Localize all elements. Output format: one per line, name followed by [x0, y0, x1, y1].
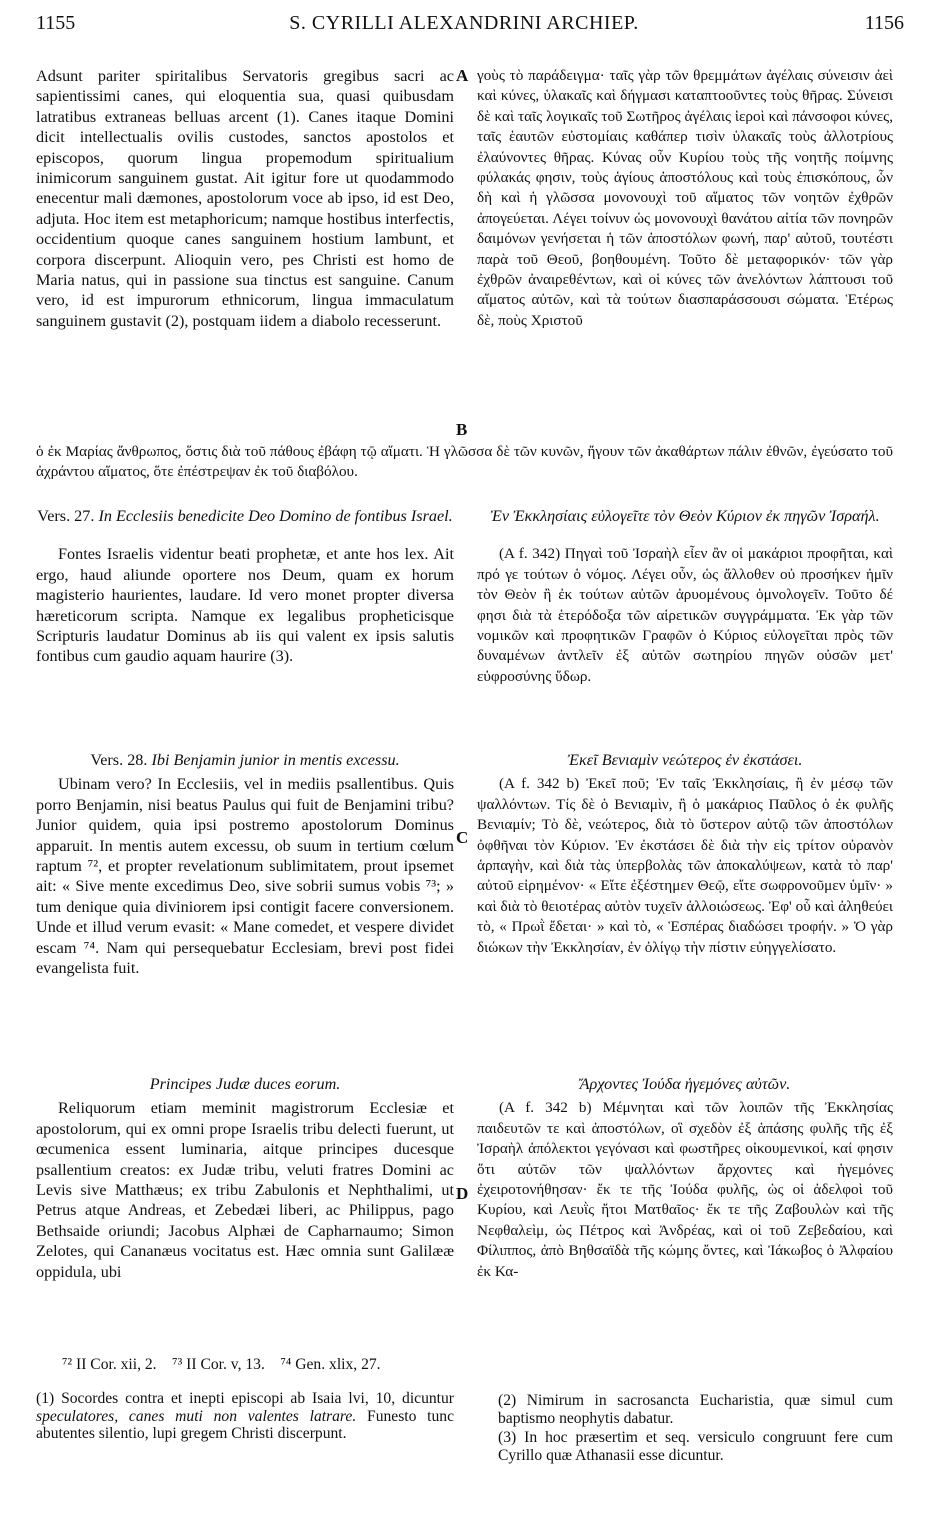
footnote-3-text: (3) In hoc præsertim et seq. versiculo congruunt fere cum Cyrillo quæ Athanasii esse dicuntur. — [498, 1429, 893, 1464]
latin-heading-principes: Principes Judæ duces eorum. — [149, 1075, 341, 1093]
greek-section-archontes — [477, 1074, 893, 1282]
reference-73: ⁷³ II Cor. v, 13. — [172, 1356, 265, 1373]
running-title: S. CYRILLI ALEXANDRINI ARCHIEP. — [289, 12, 639, 34]
footnote-1-text-c: Funesto tunc abutentes silentio, lupi gregem Christi discerpunt. — [36, 1407, 454, 1442]
verse-label-27: Vers. 27. — [37, 507, 95, 525]
latin-text-3: Ubinam vero? In Ecclesiis, vel in mediis psallentibus. Quis porro Benjamin, nisi beatus Paulus qui fuit de Benjamini tribu? Junior quidem, quia ipsi postremo apostolorum Dominus apparuit. In mentis autem excessu, ob suum in tertium cœlum raptum ⁷², et propter revelationum sublimitatem, prout ipsemet ait: « Sive mente excedimus Deo, sive sobrii sumus vobis ⁷³; » tum denique quia diviniorem ipsi contigit facere conversionem. Unde et illud verum evasit: « Mane comedet, et vespere dividet escam ⁷⁴. Nam qui persequebatur Ecclesiam, brevi post fidei evangelista fuit. — [36, 775, 454, 978]
footnote-1 — [36, 1390, 454, 1443]
verse-heading-27 — [36, 506, 454, 526]
footnote-1-text-b: speculatores, canes muti non valentes latrare. — [36, 1407, 357, 1425]
latin-text-1: Adsunt pariter spiritalibus Servatoris gregibus sacri ac sapientissimi canes, qui eloquentia sua, quasi quibusdam latratibus extraneas belluas arcent (1). Canes itaque Domini dicit intellectualis ovilis custodes, sanctos apostolos et episcopos, quorum lingua propemodum spiritualium inimicorum sanguinem gustat. Ait igitur fore ut quodammodo enecentur mali dæmones, apostolorum voce ab ipso, id est Deo, adjuta. Hoc item est metaphoricum; namque hostibus interfectis, occidentium quoque canes sanguinem hostium lambunt, et corpora discerpunt. Alioquin vero, pes Christi est homo de Maria natus, qui in passione sua tinctus est sanguine. Canum vero, id est impurorum ethnicorum, lingua immaculatum sanguinem gustavit (2), postquam iidem a diabolo recesserunt. — [36, 67, 454, 330]
margin-letter-a: A — [456, 66, 469, 85]
margin-letter-c: C — [456, 828, 469, 847]
greek-paragraph-1 — [477, 66, 893, 331]
greek-paragraph-4 — [477, 1098, 893, 1282]
greek-text-2: Πηγαὶ τοῦ Ἰσραὴλ εἶεν ἂν οἱ μακάριοι προφῆται, καὶ πρό γε τούτων ὁ νόμος. Λέγει οὖν, ὡς ἄλλοθεν οὐ προσήκεν ἡμῖν τὸν Θεὸν ἢ ἐκ τούτων αὐτῶν ἀρυομένους ὁμνολογεῖν. Τοῦτο δέ φησι διὰ τὰ ἑτερόδοξα τῶν αἱρετικῶν συγγράμματα. Ἐκ γὰρ τῶν νομικῶν καὶ προφητικῶν Γραφῶν ὁ Κύριος εὐλογεῖται πρὸς τῶν δυναμένων ἀντλεῖν ἐξ αὐτῶν σωτηρίου πηγῶν οὐσῶν μετ' εὐφροσύνης ὕδωρ. — [477, 545, 893, 685]
greek-full-width-paragraph — [36, 442, 893, 483]
verse-label-28: Vers. 28. — [90, 751, 148, 769]
greek-heading-archontes: Ἄρχοντες Ἰούδα ἡγεμόνες αὐτῶν. — [579, 1075, 791, 1093]
verse-text-27: In Ecclesiis benedicite Deo Domino de fontibus Israel. — [98, 507, 453, 525]
page-header — [24, 6, 904, 36]
greek-section-vers28 — [477, 750, 893, 958]
margin-letter-b: B — [456, 420, 468, 439]
verse-heading-28 — [36, 750, 454, 770]
scripture-references — [62, 1356, 562, 1374]
greek-heading-27: Ἐν Ἐκκλησίαις εὐλογεῖτε τὸν Θεὸν Κύριον ἐκ πηγῶν Ἰσραήλ. — [490, 507, 880, 525]
greek-paragraph-2 — [477, 544, 893, 687]
latin-section-vers28 — [36, 750, 454, 978]
page-number-right: 1156 — [864, 12, 904, 34]
footnote-2 — [498, 1392, 893, 1464]
latin-text-4: Reliquorum etiam meminit magistrorum Ecclesiæ et apostolorum, qui ex omni prope Israelis tribu delecti fuerunt, ut œcumenica essent luminaria, aitque principes ducesque psallentium creatos: ex Judæ tribu, veluti fratres Domini ac Levis sive Matthæus; ex tribu Zabulonis et Nephthalimi, ut Petrus atque Andreas, et Zebedæi liberi, ac Philippus, pago Bethsaide oriundi; Jacobus Alphæi de Capharnaumo; Simon Zelotes, qui Cananæus vocitatus est. Hæc omnia sunt Galilææ oppidula, ubi — [36, 1099, 454, 1281]
reference-74: ⁷⁴ Gen. xlix, 27. — [280, 1356, 381, 1373]
footnote-1-text-a: (1) Socordes contra et inepti episcopi ab Isaia lvi, 10, dicuntur — [36, 1390, 454, 1407]
greek-full-text: ὁ ἐκ Μαρίας ἄνθρωπος, ὅστις διὰ τοῦ πάθους ἐβάφη τῷ αἵματι. Ἡ γλῶσσα δὲ τῶν κυνῶν, ἤγουν τῶν ἀκαθάρτων πάλιν ἐθνῶν, ἐγεύσατο τοῦ ἀχράντου αἵματος, ὅτε ἐπέστρεψαν ἐκ τοῦ διαβόλου. — [36, 443, 893, 481]
greek-paragraph-3 — [477, 774, 893, 958]
greek-text-4: Μέμνηται καὶ τῶν λοιπῶν τῆς Ἐκκλησίας παιδευτῶν τε καὶ ἀποστόλων, οἳ σχεδὸν ἐξ ἁπάσης φυλῆς τῆς ἐξ Ἰσραὴλ ἀπόλεκτοι γεγόνασι καὶ φωστῆρες οἰκουμενικοί, καί φησιν ὅτι αὐτῶν τῶν ψαλλόντων ἄρχοντες καὶ ἡγεμόνες ἐχειροτονήθησαν· ἔκ τε τῆς Ἰούδα φυλῆς, ὡς οἱ ἀδελφοὶ τοῦ Κυρίου, καὶ Λευῒς ἤτοι Ματθαῖος· ἔκ τε τῆς Ζαβουλὼν καὶ τῆς Νεφθαλεὶμ, ὡς Πέτρος καὶ Ἀνδρέας, καὶ οἱ τοῦ Ζεβεδαίου, καὶ Φίλιππος, ἀπὸ Βηθσαϊδὰ τῆς κώμης ὄντες, καὶ Ἰάκωβος ὁ Ἀλφαίου ἐκ Κα- — [477, 1099, 893, 1280]
reference-72: ⁷² II Cor. xii, 2. — [62, 1356, 157, 1373]
latin-section-principes — [36, 1074, 454, 1282]
latin-text-2: Fontes Israelis videntur beati prophetæ, et ante hos lex. Ait ergo, haud aliunde oportere nos Deum, quam ex horum magisterio haurientes, laudare. Id vero monet propter diversa hæreticorum scripta. Namque ex legalibus propheticisque Scripturis laudatur Dominus ab iis qui valent ex ipsis salutis fontibus cum gaudio aquam haurire (3). — [36, 545, 454, 666]
latin-section-vers27 — [36, 506, 454, 667]
page-number-left: 1155 — [36, 12, 76, 34]
verse-text-28: Ibi Benjamin junior in mentis excessu. — [151, 751, 400, 769]
footnote-2-text: (2) Nimirum in sacrosancta Eucharistia, quæ simul cum baptismo neophytis dabatur. — [498, 1392, 893, 1427]
greek-ref-4: (A f. 342 b) — [499, 1099, 592, 1117]
latin-paragraph-1 — [36, 66, 454, 331]
greek-text-3: Ἐκεῖ ποῦ; Ἐν ταῖς Ἐκκλησίαις, ἢ ἐν μέσῳ τῶν ψαλλόντων. Τίς δὲ ὁ Βενιαμὶν, ἢ ὁ μακάριος Παῦλος ὁ ἐκ φυλῆς Βενιαμίν; Τὸ δὲ, νεώτερος, διὰ τὸ ὕστερον αὐτῷ τῶν ἀποστόλων ὀφθῆναι τὸν Κύριον. Ἐν ἐκστάσει δὲ διὰ τὴν εἰς τρίτον οὐρανὸν ἁρπαγὴν, καὶ διὰ τὰς ὑπερβολὰς τῶν ἀποκαλύψεων, κατὰ τὸ παρ' αὐτοῦ εἰρημένον· « Εἴτε ἐξέστημεν Θεῷ, εἴτε σωφρονοῦμεν ὑμῖν· » καὶ διὰ τὸ θειοτέρας αὐτὸν τυχεῖν ἀλλοιώσεως. Ἐφ' οὗ καὶ ἀληθεύει τὸ, « Πρωῒ ἔδεται· » καὶ τὸ, « Ἑσπέρας διαδώσει τροφήν. » Ὁ γὰρ διώκων τὴν Ἐκκλησίαν, ἐν ὀλίγῳ τὴν πίστιν εὐηγγελίσατο. — [477, 775, 893, 956]
greek-ref-3: (A f. 342 b) — [499, 775, 580, 793]
greek-section-vers27 — [477, 506, 893, 687]
margin-letter-d: D — [456, 1184, 469, 1203]
greek-ref-2: (A f. 342) — [499, 545, 561, 563]
greek-heading-28: Ἐκεῖ Βενιαμὶν νεώτερος ἐν ἐκστάσει. — [567, 751, 803, 769]
greek-text-1: γοὺς τὸ παράδειγμα· ταῖς γὰρ τῶν θρεμμάτων ἀγέλαις σύνεισιν ἀεὶ καὶ κύνες, ὑλακαῖς καὶ δήγμασι καταπτοοῦντες τοὺς θῆρας. Σύνεισι δὲ καὶ ταῖς λογικαῖς τοῦ Σωτῆρος ἀγέλαις ἱεροὶ καὶ πάνσοφοι κύνες, ταῖς ἑαυτῶν εὐστομίαις καθάπερ τισὶν ὑλακαῖς τοὺς ἀλλοτρίους ἐλαύνοντες θῆρας. Κύνας οὖν Κυρίου τοὺς τῆς νοητῆς ποίμνης φύλακάς φησιν, τοὺς ἁγίους ἀποστόλους καὶ τοὺς ἐπισκόπους, ὧν δὴ καὶ ἡ γλῶσσα μονονουχὶ τοῦ αἵματος τῶν νοητῶν ἐχθρῶν ἀπογεύεται. Λέγει τοίνυν ὡς μονονουχὶ θανάτου αἰτία τῶν πονηρῶν δαιμόνων γενήσεται ἡ τῶν ἀποστόλων φωνή, παρ' αὐτοῦ, τουτέστι παρὰ τοῦ Θεοῦ, βοηθουμένη. Τοῦτο δὲ μεταφορικόν· τῶν γὰρ ἐχθρῶν ἀναιρεθέντων, καὶ οἱ κύνες τῶν ἀνελόντων λάπτουσι τοῦ αἵματος αὐτῶν, καὶ τὰ τούτων διασπαράσσουσι σώματα. Ἑτέρως δὲ, ποὺς Χριστοῦ — [477, 67, 893, 329]
